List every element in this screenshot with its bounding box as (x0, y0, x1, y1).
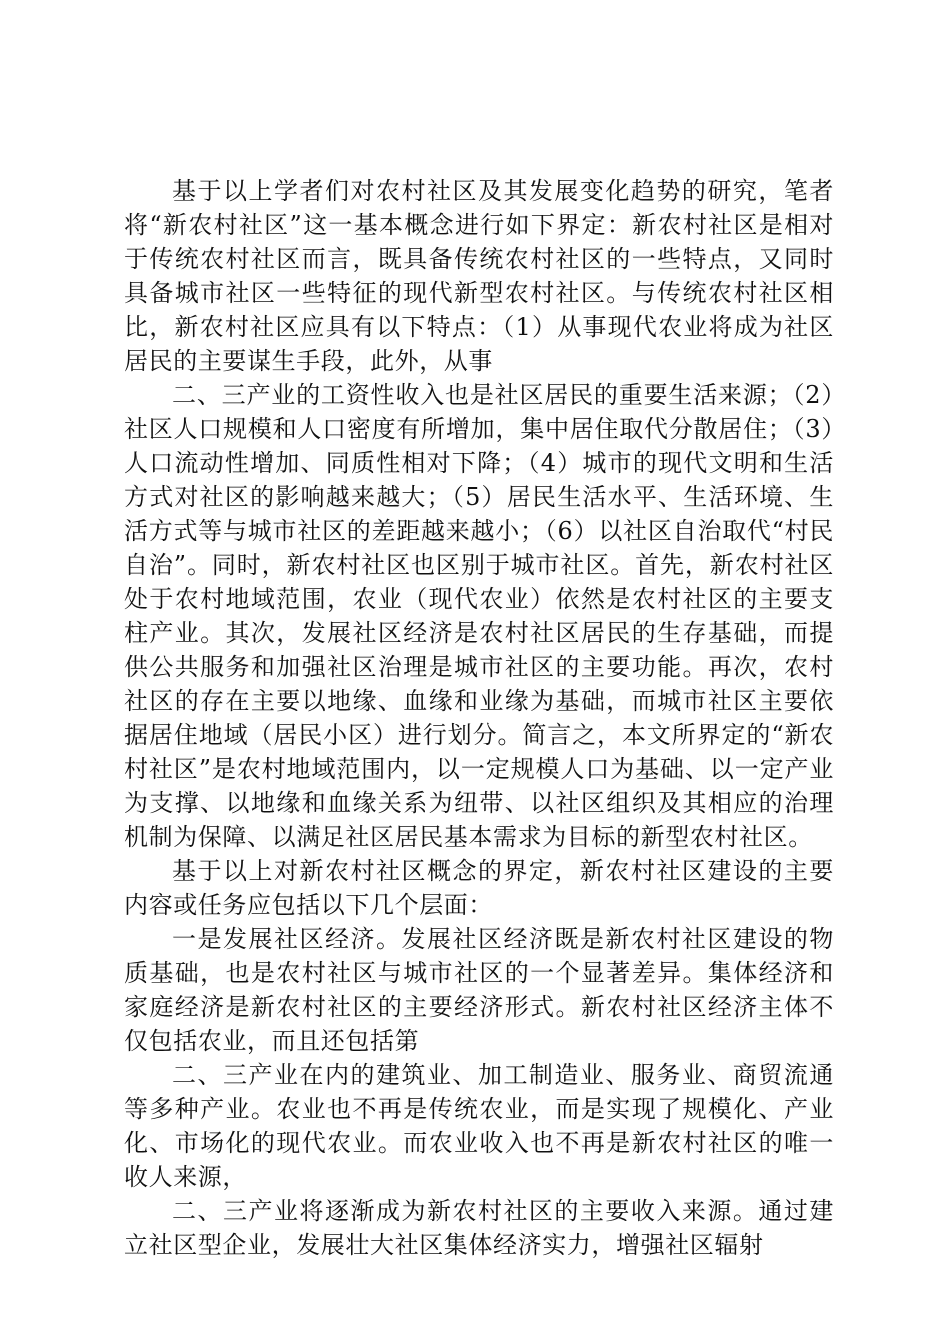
paragraph: 基于以上学者们对农村社区及其发展变化趋势的研究，笔者将“新农村社区”这一基本概念进行如下界定：新农村社区是相对于传统农村社区而言，既具备传统农村社区的一些特点，又同时具备城市社区一些特征的现代新型农村社区。与传统农村社区相比，新农村社区应具有以下特点：（1）从事现代农业将成为社区居民的主要谋生手段，此外，从事 (124, 177, 834, 375)
paragraph: 基于以上对新农村社区概念的界定，新农村社区建设的主要内容或任务应包括以下几个层面： (124, 857, 834, 919)
document-body (124, 174, 834, 1262)
paragraph: 二、三产业在内的建筑业、加工制造业、服务业、商贸流通等多种产业。农业也不再是传统农业，而是实现了规模化、产业化、市场化的现代农业。而农业收入也不再是新农村社区的唯一收人来源， (124, 1061, 834, 1191)
paragraph: 二、三产业的工资性收入也是社区居民的重要生活来源；（2）社区人口规模和人口密度有所增加，集中居住取代分散居住；（3）人口流动性增加、同质性相对下降；（4）城市的现代文明和生活方式对社区的影响越来越大；（5）居民生活水平、生活环境、生活方式等与城市社区的差距越来越小；（6）以社区自治取代“村民自治”。同时，新农村社区也区别于城市社区。首先，新农村社区处于农村地域范围，农业（现代农业）依然是农村社区的主要支柱产业。其次，发展社区经济是农村社区居民的生存基础，而提供公共服务和加强社区治理是城市社区的主要功能。再次，农村社区的存在主要以地缘、血缘和业缘为基础，而城市社区主要依据居住地域（居民小区）进行划分。简言之，本文所界定的“新农村社区”是农村地域范围内，以一定规模人口为基础、以一定产业为支撑、以地缘和血缘关系为纽带、以社区组织及其相应的治理机制为保障、以满足社区居民基本需求为目标的新型农村社区。 (124, 381, 834, 851)
paragraph: 一是发展社区经济。发展社区经济既是新农村社区建设的物质基础，也是农村社区与城市社区的一个显著差异。集体经济和家庭经济是新农村社区的主要经济形式。新农村社区经济主体不仅包括农业，而且还包括第 (124, 925, 834, 1055)
paragraph: 二、三产业将逐渐成为新农村社区的主要收入来源。通过建立社区型企业，发展壮大社区集体经济实力，增强社区辐射 (124, 1197, 834, 1259)
